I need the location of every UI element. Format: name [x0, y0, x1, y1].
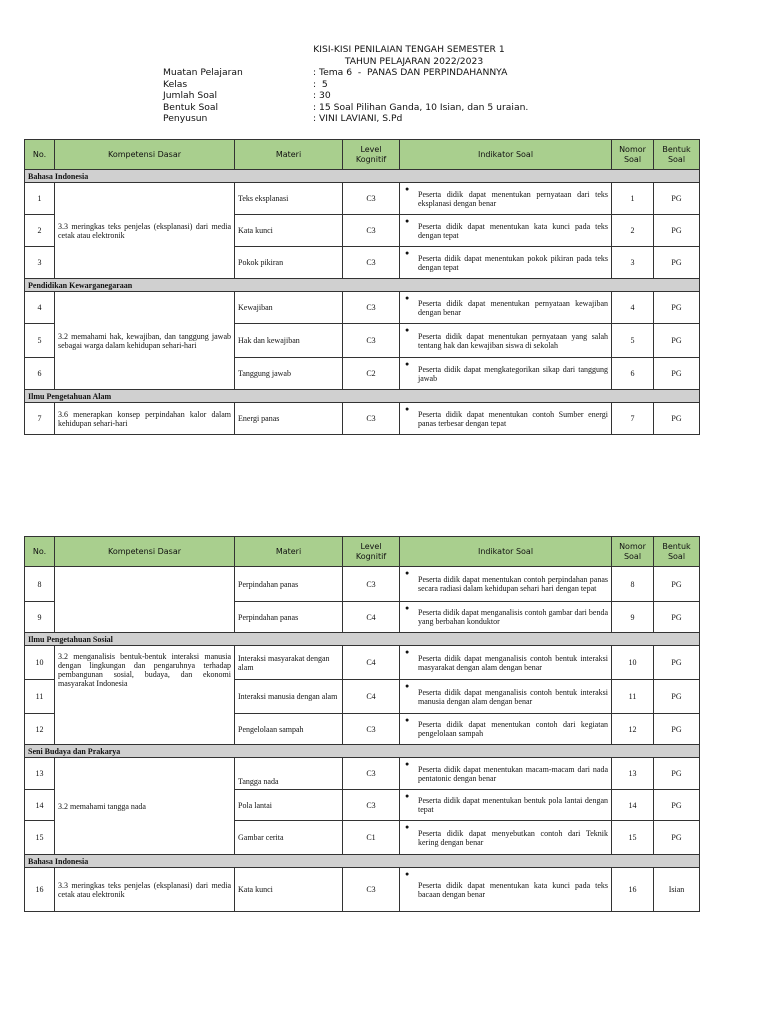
cell-nomor: 13 — [612, 758, 654, 790]
cell-materi: Perpindahan panas — [235, 567, 343, 602]
kisi-kisi-table-1 — [24, 139, 700, 435]
table-header-row — [25, 537, 700, 567]
meta-row-penyusun — [0, 113, 768, 125]
indikator-text: Peserta didik dapat menentukan contoh Sumber energi panas terbesar dengan tepat — [418, 409, 608, 428]
cell-materi: Kata kunci — [235, 868, 343, 912]
cell-no: 1 — [25, 183, 55, 215]
cell-level: C3 — [343, 215, 400, 247]
cell-bentuk: PG — [654, 602, 700, 633]
section-row — [25, 279, 700, 292]
cell-indikator — [400, 646, 612, 680]
section-row — [25, 390, 700, 403]
bullet-icon: ● — [405, 792, 410, 800]
section-label: Pendidikan Kewarganegaraan — [25, 279, 700, 292]
bullet-icon: ● — [405, 294, 410, 302]
indikator-text: Peserta didik dapat menganalisis contoh gambar dari benda yang berbahan konduktor — [418, 608, 608, 626]
indikator-text: Peserta didik dapat menentukan kata kunci pada teks bacaan dengan benar — [418, 880, 608, 899]
table-row — [25, 646, 700, 680]
cell-nomor: 2 — [612, 215, 654, 247]
cell-materi: Teks eksplanasi — [235, 183, 343, 215]
cell-level: C2 — [343, 358, 400, 390]
cell-bentuk: PG — [654, 646, 700, 680]
cell-level: C4 — [343, 680, 400, 714]
bullet-icon: ● — [405, 217, 410, 225]
indikator-text: Peserta didik dapat menentukan pernyataan yang salah tentang hak dan kewajiban siswa di sekolah — [418, 331, 608, 350]
col-header-kd: Kompetensi Dasar — [55, 537, 235, 567]
meta-value: : 30 — [313, 90, 331, 101]
cell-indikator — [400, 758, 612, 790]
cell-nomor: 6 — [612, 358, 654, 390]
cell-materi: Pengelolaan sampah — [235, 714, 343, 745]
cell-kd: 3.6 menerapkan konsep perpindahan kalor dalam kehidupan sehari-hari — [55, 403, 235, 435]
indikator-text: Peserta didik dapat menentukan contoh perpindahan panas secara radiasi dalam kehidupan sehari hari dengan tepat — [418, 575, 608, 593]
cell-nomor: 11 — [612, 680, 654, 714]
cell-kd: 3.2 memahami hak, kewajiban, dan tanggung jawab sebagai warga dalam kehidupan sehari-hari — [55, 292, 235, 390]
cell-level: C3 — [343, 292, 400, 324]
section-row — [25, 855, 700, 868]
cell-nomor: 16 — [612, 868, 654, 912]
col-header-level: Level Kognitif — [343, 140, 400, 170]
cell-level: C3 — [343, 247, 400, 279]
document-subtitle: TAHUN PELAJARAN 2022/2023 — [344, 55, 484, 67]
meta-row-kelas — [0, 79, 768, 91]
cell-materi: Hak dan kewajiban — [235, 324, 343, 358]
meta-value: : 15 Soal Pilihan Ganda, 10 Isian, dan 5 uraian. — [313, 101, 529, 113]
indikator-text: Peserta didik dapat menentukan pokok pikiran pada teks dengan tepat — [418, 253, 608, 272]
indikator-text: Peserta didik dapat menentukan bentuk pola lantai dengan tepat — [418, 796, 608, 814]
kisi-kisi-table-2 — [24, 536, 700, 912]
indikator-text: Peserta didik dapat menganalisis contoh bentuk interaksi manusia dengan alam dengan benar — [418, 687, 608, 706]
cell-materi: Perpindahan panas — [235, 602, 343, 633]
meta-row-jumlah — [0, 90, 768, 102]
cell-materi: Gambar cerita — [235, 821, 343, 855]
col-header-kd: Kompetensi Dasar — [55, 140, 235, 170]
bullet-icon: ● — [405, 185, 410, 193]
cell-nomor: 12 — [612, 714, 654, 745]
cell-bentuk: PG — [654, 292, 700, 324]
cell-no: 10 — [25, 646, 55, 680]
col-header-level: Level Kognitif — [343, 537, 400, 567]
cell-no: 15 — [25, 821, 55, 855]
col-header-nomor: Nomor Soal — [612, 537, 654, 567]
col-header-indikator: Indikator Soal — [400, 140, 612, 170]
col-header-nomor: Nomor Soal — [612, 140, 654, 170]
cell-level: C4 — [343, 646, 400, 680]
cell-level: C4 — [343, 602, 400, 633]
cell-materi: Interaksi masyarakat dengan alam — [235, 646, 343, 680]
cell-bentuk: PG — [654, 403, 700, 435]
cell-kd: 3.2 menganalisis bentuk-bentuk interaksi manusia dengan lingkungan dan pengaruhnya terhadap pembangunan sosial, budaya, dan ekonomi masyarakat Indonesia — [55, 646, 235, 745]
indikator-text: Peserta didik dapat menentukan pernyataan dari teks eksplanasi dengan benar — [418, 189, 608, 208]
col-header-indikator: Indikator Soal — [400, 537, 612, 567]
cell-nomor: 9 — [612, 602, 654, 633]
cell-nomor: 14 — [612, 790, 654, 821]
meta-row-muatan — [0, 67, 768, 79]
bullet-icon: ● — [405, 249, 410, 257]
cell-nomor: 7 — [612, 403, 654, 435]
cell-no: 5 — [25, 324, 55, 358]
cell-no: 8 — [25, 567, 55, 602]
col-header-no: No. — [25, 140, 55, 170]
cell-indikator — [400, 358, 612, 390]
meta-row-bentuk — [0, 102, 768, 114]
cell-no: 3 — [25, 247, 55, 279]
cell-materi: Interaksi manusia dengan alam — [235, 680, 343, 714]
indikator-text: Peserta didik dapat menentukan pernyataan kewajiban dengan benar — [418, 298, 608, 317]
col-header-materi: Materi — [235, 537, 343, 567]
cell-no: 13 — [25, 758, 55, 790]
meta-label: Muatan Pelajaran — [163, 67, 243, 78]
bullet-icon: ● — [405, 648, 410, 656]
table-header-row — [25, 140, 700, 170]
cell-kd: 3.3 meringkas teks penjelas (eksplanasi) dari media cetak atau elektronik — [55, 183, 235, 279]
cell-indikator — [400, 183, 612, 215]
bullet-icon: ● — [405, 760, 410, 768]
meta-label: Jumlah Soal — [163, 90, 218, 101]
cell-bentuk: PG — [654, 821, 700, 855]
cell-bentuk: Isian — [654, 868, 700, 912]
cell-indikator — [400, 292, 612, 324]
col-header-materi: Materi — [235, 140, 343, 170]
cell-indikator — [400, 567, 612, 602]
cell-indikator — [400, 714, 612, 745]
section-label: Ilmu Pengetahuan Alam — [25, 390, 700, 403]
cell-bentuk: PG — [654, 680, 700, 714]
cell-materi: Pokok pikiran — [235, 247, 343, 279]
meta-value: : Tema 6 - PANAS DAN PERPINDAHANNYA — [313, 67, 508, 78]
bullet-icon: ● — [405, 405, 410, 413]
cell-no: 12 — [25, 714, 55, 745]
cell-no: 11 — [25, 680, 55, 714]
cell-indikator — [400, 324, 612, 358]
cell-indikator — [400, 680, 612, 714]
cell-indikator — [400, 821, 612, 855]
bullet-icon: ● — [405, 326, 410, 334]
col-header-no: No. — [25, 537, 55, 567]
cell-level: C3 — [343, 790, 400, 821]
cell-nomor: 10 — [612, 646, 654, 680]
section-row — [25, 170, 700, 183]
cell-level: C3 — [343, 183, 400, 215]
table-row — [25, 292, 700, 324]
cell-nomor: 4 — [612, 292, 654, 324]
bullet-icon: ● — [405, 604, 410, 612]
indikator-text: Peserta didik dapat menyebutkan contoh dari Teknik kering dengan benar — [418, 828, 608, 847]
cell-level: C3 — [343, 714, 400, 745]
cell-kd: 3.3 meringkas teks penjelas (eksplanasi) dari media cetak atau elektronik — [55, 868, 235, 912]
cell-no: 16 — [25, 868, 55, 912]
col-header-bentuk: Bentuk Soal — [654, 140, 700, 170]
cell-no: 14 — [25, 790, 55, 821]
bullet-icon: ● — [405, 682, 410, 690]
cell-nomor: 15 — [612, 821, 654, 855]
table-row — [25, 183, 700, 215]
bullet-icon: ● — [405, 360, 410, 368]
cell-materi: Kata kunci — [235, 215, 343, 247]
meta-value: : VINI LAVIANI, S.Pd — [313, 113, 403, 124]
indikator-text: Peserta didik dapat menentukan macam-macam dari nada pentatonic dengan benar — [418, 764, 608, 783]
table-row — [25, 758, 700, 790]
cell-materi: Tanggung jawab — [235, 358, 343, 390]
meta-label: Bentuk Soal — [163, 101, 219, 113]
cell-indikator — [400, 215, 612, 247]
meta-label: Kelas — [163, 78, 188, 90]
table-row — [25, 403, 700, 435]
section-label: Ilmu Pengetahuan Sosial — [25, 633, 700, 646]
cell-bentuk: PG — [654, 247, 700, 279]
meta-label: Penyusun — [163, 113, 208, 124]
cell-materi: Energi panas — [235, 403, 343, 435]
meta-value: : 5 — [313, 78, 328, 90]
cell-indikator — [400, 790, 612, 821]
cell-materi: Tangga nada — [235, 758, 343, 790]
cell-nomor: 8 — [612, 567, 654, 602]
cell-indikator — [400, 602, 612, 633]
cell-bentuk: PG — [654, 567, 700, 602]
cell-nomor: 5 — [612, 324, 654, 358]
table-row — [25, 567, 700, 602]
section-row — [25, 745, 700, 758]
cell-no: 6 — [25, 358, 55, 390]
indikator-text: Peserta didik dapat menentukan contoh dari kegiatan pengelolaan sampah — [418, 720, 608, 738]
document-title: KISI-KISI PENILAIAN TENGAH SEMESTER 1 — [313, 44, 505, 55]
cell-level: C1 — [343, 821, 400, 855]
section-label: Seni Budaya dan Prakarya — [25, 745, 700, 758]
cell-no: 9 — [25, 602, 55, 633]
cell-kd: 3.2 memahami tangga nada — [55, 758, 235, 855]
bullet-icon: ● — [405, 823, 410, 831]
cell-level: C3 — [343, 324, 400, 358]
section-row — [25, 633, 700, 646]
cell-bentuk: PG — [654, 215, 700, 247]
section-label: Bahasa Indonesia — [25, 170, 700, 183]
indikator-text: Peserta didik dapat menentukan kata kunci pada teks dengan tepat — [418, 221, 608, 240]
cell-bentuk: PG — [654, 758, 700, 790]
indikator-text: Peserta didik dapat menganalisis contoh bentuk interaksi masyarakat dengan alam dengan benar — [418, 653, 608, 672]
bullet-icon: ● — [405, 716, 410, 724]
cell-bentuk: PG — [654, 358, 700, 390]
cell-indikator — [400, 247, 612, 279]
cell-no: 4 — [25, 292, 55, 324]
cell-bentuk: PG — [654, 324, 700, 358]
cell-bentuk: PG — [654, 714, 700, 745]
cell-no: 2 — [25, 215, 55, 247]
cell-level: C3 — [343, 567, 400, 602]
cell-nomor: 1 — [612, 183, 654, 215]
cell-bentuk: PG — [654, 790, 700, 821]
cell-no: 7 — [25, 403, 55, 435]
cell-materi: Pola lantai — [235, 790, 343, 821]
col-header-bentuk: Bentuk Soal — [654, 537, 700, 567]
cell-indikator — [400, 403, 612, 435]
cell-level: C3 — [343, 868, 400, 912]
section-label: Bahasa Indonesia — [25, 855, 700, 868]
cell-level: C3 — [343, 403, 400, 435]
bullet-icon: ● — [405, 870, 410, 878]
cell-materi: Kewajiban — [235, 292, 343, 324]
indikator-text: Peserta didik dapat mengkategorikan sikap dari tanggung jawab — [418, 364, 608, 383]
table-row — [25, 868, 700, 912]
cell-bentuk: PG — [654, 183, 700, 215]
document-header — [0, 44, 768, 125]
bullet-icon: ● — [405, 569, 410, 577]
cell-level: C3 — [343, 758, 400, 790]
cell-nomor: 3 — [612, 247, 654, 279]
cell-indikator — [400, 868, 612, 912]
cell-kd-empty — [55, 567, 235, 633]
